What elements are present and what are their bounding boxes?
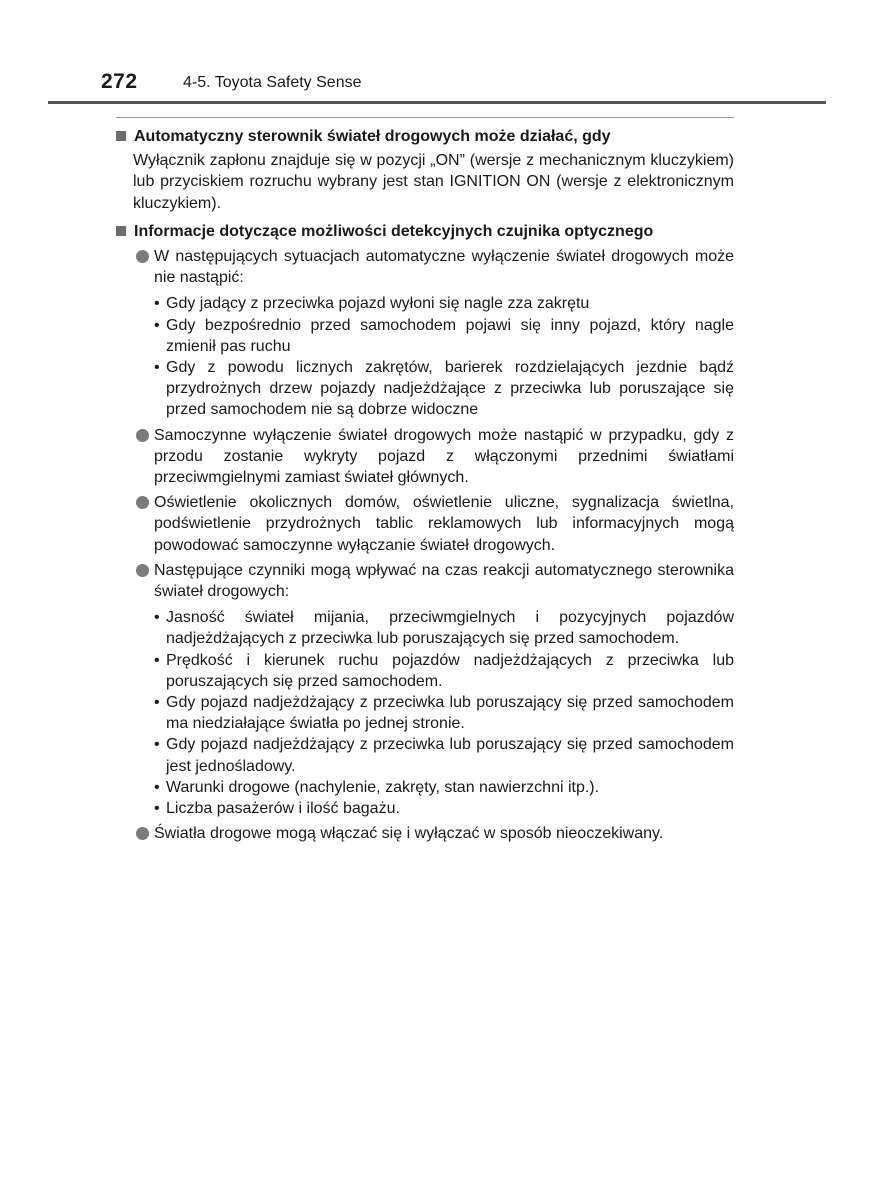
header-divider xyxy=(48,101,826,104)
square-bullet-icon xyxy=(116,226,126,236)
square-bullet-icon xyxy=(116,131,126,141)
section-title: 4-5. Toyota Safety Sense xyxy=(183,74,362,91)
sub-bullet-icon: • xyxy=(154,651,160,669)
list-item xyxy=(136,246,734,421)
sub-list-item: • Jasność świateł mijania, przeciwmgielnych i pozycyjnych pojazdów nadjeżdżających z przeciwka lub poruszających się przed samochodem. xyxy=(154,609,734,648)
sub-bullet-icon: • xyxy=(154,778,160,796)
bullet-text: Samoczynne wyłączenie świateł drogowych może nastąpić w przypadku, gdy z przodu zostanie wykryty pojazd z włączonymi przednimi światłami przeciwmgielnymi zamiast świateł głównych. xyxy=(154,426,734,487)
content-divider xyxy=(116,117,734,118)
sub-list-item: • Warunki drogowe (nachylenie, zakręty, stan nawierzchni itp.). xyxy=(154,777,734,798)
bullet-text: Światła drogowe mogą włączać się i wyłączać w sposób nieoczekiwany. xyxy=(154,825,664,843)
sub-list xyxy=(154,293,734,420)
sub-list-item: • Gdy z powodu licznych zakrętów, barierek rozdzielających jezdnie bądź przydrożnych drzew pojazdy nadjeżdżające z przeciwka lub poruszające się przed samochodem nie są dobrze widoczne xyxy=(154,359,734,419)
section-ignition-conditions xyxy=(116,126,734,214)
page-header xyxy=(0,70,826,102)
heading-text: Informacje dotyczące możliwości detekcyjnych czujnika optycznego xyxy=(134,222,654,240)
list-item xyxy=(136,823,734,844)
page-content xyxy=(116,124,734,845)
bullet-text: Następujące czynniki mogą wpływać na czas reakcji automatycznego sterownika świateł drogowych: xyxy=(154,561,734,601)
sub-list-item: • Prędkość i kierunek ruchu pojazdów nadjeżdżających z przeciwka lub poruszających się przed samochodem. xyxy=(154,651,734,690)
sub-bullet-icon: • xyxy=(154,694,160,712)
sub-bullet-icon: • xyxy=(154,609,160,627)
heading-text: Automatyczny sterownik świateł drogowych może działać, gdy xyxy=(134,128,611,145)
sub-list-item: • Gdy pojazd nadjeżdżający z przeciwka lub poruszający się przed samochodem ma niedziałające światła po jednej stronie. xyxy=(154,694,734,733)
page-number: 272 xyxy=(101,70,138,93)
block-paragraph: Wyłącznik zapłonu znajduje się w pozycji „ON” (wersje z mechanicznym kluczykiem) lub przyciskiem rozruchu wybrany jest stan IGNITION ON (wersje z elektronicznym kluczykiem). xyxy=(133,152,734,212)
sub-list xyxy=(154,607,734,819)
list-item xyxy=(136,560,734,819)
sub-list-item: • Gdy bezpośrednio przed samochodem pojawi się inny pojazd, który nagle zmienił pas ruchu xyxy=(154,316,734,355)
sub-list-item: • Gdy jadący z przeciwka pojazd wyłoni się nagle zza zakrętu xyxy=(154,293,734,314)
list-item xyxy=(136,425,734,489)
sub-bullet-icon: • xyxy=(154,736,160,754)
list-item xyxy=(136,492,734,556)
block-heading xyxy=(116,221,734,242)
sub-bullet-icon: • xyxy=(154,800,160,818)
sub-bullet-icon: • xyxy=(154,359,160,377)
sub-list-item: • Liczba pasażerów i ilość bagażu. xyxy=(154,798,734,819)
sub-bullet-icon: • xyxy=(154,316,160,334)
sub-list-item: • Gdy pojazd nadjeżdżający z przeciwka lub poruszający się przed samochodem jest jednośladowy. xyxy=(154,736,734,775)
block-heading xyxy=(116,126,734,147)
sub-bullet-icon: • xyxy=(154,295,160,313)
bullet-text: Oświetlenie okolicznych domów, oświetlenie uliczne, sygnalizacja świetlna, podświetlenie przydrożnych tablic reklamowych lub informacyjnych mogą powodować samoczynne wyłączanie świateł drogowych. xyxy=(154,494,734,554)
circle-bullet-icon xyxy=(136,827,149,840)
circle-bullet-icon xyxy=(136,564,149,577)
circle-bullet-icon xyxy=(136,429,149,442)
circle-bullet-icon xyxy=(136,496,149,509)
section-sensor-info xyxy=(116,221,734,845)
bullet-text: W następujących sytuacjach automatyczne wyłączenie świateł drogowych może nie nastąpić: xyxy=(154,248,734,287)
circle-bullet-icon xyxy=(136,250,149,263)
